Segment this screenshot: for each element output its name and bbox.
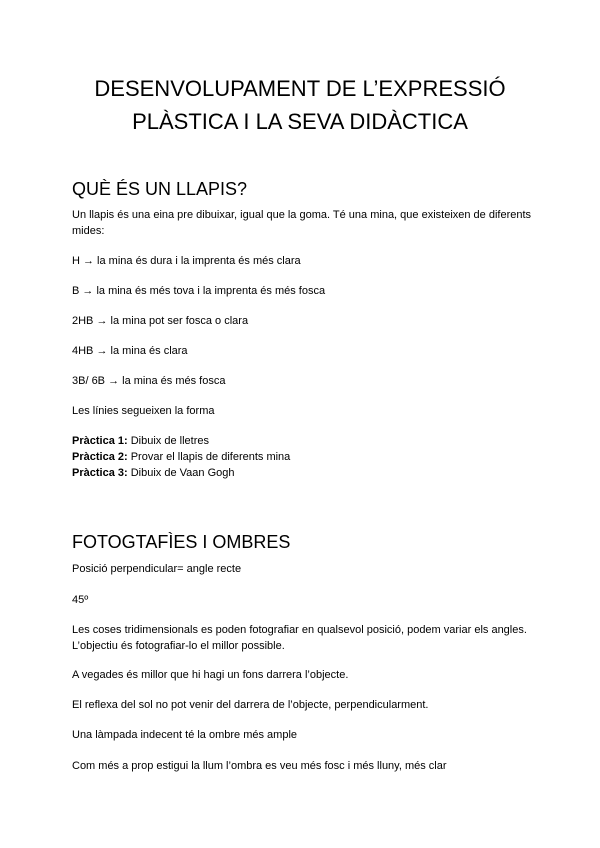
foto-paragraph-6: Una làmpada indecent té la ombre més ample <box>72 729 298 741</box>
practice-1 <box>72 435 209 447</box>
practice-2-label: Pràctica 2: <box>72 451 128 463</box>
foto-paragraph-1: Posició perpendicular= angle recte <box>72 563 242 575</box>
practice-list <box>72 433 532 481</box>
section-heading-fotografies: FOTOGTAFÌES I OMBRES <box>72 532 291 552</box>
llapis-item-2hb: 2HB → la mina pot ser fosca o clara <box>72 315 249 327</box>
section-heading-llapis: QUÈ ÉS UN LLAPIS? <box>72 179 248 199</box>
llapis-item-3b6b: 3B/ 6B → la mina és més fosca <box>72 375 226 387</box>
practice-3-text: Dibuix de Vaan Gogh <box>130 467 235 479</box>
foto-paragraph-7: Com més a prop estigui la llum l’ombra es veu més fosc i més lluny, més clar <box>72 760 447 772</box>
title-line-1: DESENVOLUPAMENT DE L’EXPRESSIÓ <box>94 76 506 101</box>
foto-paragraph-3: Les coses tridimensionals es poden fotografiar en qualsevol posició, podem variar els angles. L’objectiu és fotografiar-lo el millor possible. <box>72 624 527 652</box>
foto-paragraph-4: A vegades és millor que hi hagi un fons darrera l’objecte. <box>72 669 349 681</box>
document-title <box>30 72 570 138</box>
practice-2-text: Provar el llapis de diferents mina <box>130 451 291 463</box>
practice-1-label: Pràctica 1: <box>72 435 128 447</box>
llapis-note: Les línies segueixen la forma <box>72 405 215 417</box>
practice-3 <box>72 467 234 479</box>
llapis-item-h: H → la mina és dura i la imprenta és més clara <box>72 255 301 267</box>
title-line-2: PLÀSTICA I LA SEVA DIDÀCTICA <box>132 109 468 134</box>
practice-1-text: Dibuix de lletres <box>130 435 209 447</box>
llapis-intro: Un llapis és una eina pre dibuixar, igual que la goma. Té una mina, que existeixen de diferents mides: <box>72 209 532 237</box>
practice-2 <box>72 451 290 463</box>
llapis-item-4hb: 4HB → la mina és clara <box>72 345 188 357</box>
foto-paragraph-2: 45º <box>72 594 89 606</box>
practice-3-label: Pràctica 3: <box>72 467 128 479</box>
foto-paragraph-5: El reflexa del sol no pot venir del darrera de l’objecte, perpendicularment. <box>72 699 429 711</box>
llapis-item-b: B → la mina és més tova i la imprenta és més fosca <box>72 285 326 297</box>
